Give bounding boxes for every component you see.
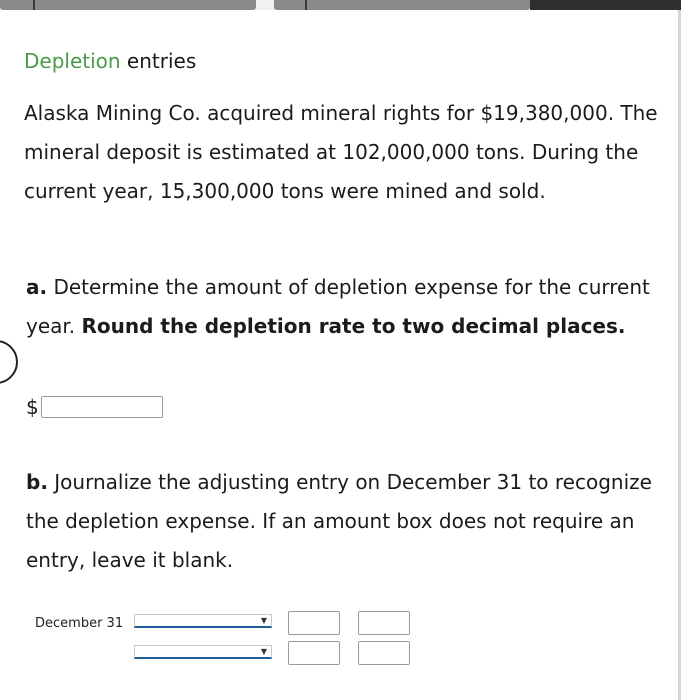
chevron-down-icon: ▼ — [260, 647, 267, 656]
credit-input-1[interactable] — [358, 611, 410, 635]
account-select-2[interactable] — [134, 645, 272, 659]
tab-middle[interactable] — [274, 0, 530, 10]
tab-divider — [305, 0, 307, 10]
debit-input-2[interactable] — [288, 641, 340, 665]
debit-input-1[interactable] — [288, 611, 340, 635]
title-rest: entries — [120, 49, 197, 73]
part-a-instruction: Round the depletion rate to two decimal places. — [81, 314, 626, 338]
problem-statement: Alaska Mining Co. acquired mineral rights for $19,380,000. The mineral deposit is estimated at 102,000,000 tons. During the current year, 15,300,000 tons were mined and sold. — [24, 101, 658, 203]
chevron-down-icon: ▼ — [260, 616, 267, 625]
part-b-text: Journalize the adjusting entry on December 31 to recognize the depletion expense. If an amount box does not require an entry, leave it blank. — [26, 470, 652, 572]
tab-dark-region — [530, 0, 681, 10]
part-a-text: Determine the amount of depletion expense for the current year. — [26, 275, 650, 338]
page-title — [24, 48, 196, 74]
journal-date: December 31 — [35, 616, 124, 631]
part-a-label: a. — [26, 275, 48, 299]
browser-top-bar — [0, 0, 681, 10]
part-b-label: b. — [26, 470, 48, 494]
title-accent: Depletion — [24, 49, 121, 73]
account-select-1[interactable] — [134, 614, 272, 628]
part-a — [26, 268, 671, 346]
depletion-expense-input[interactable] — [41, 396, 163, 418]
currency-symbol: $ — [26, 395, 39, 419]
part-b — [26, 463, 671, 580]
tab-divider — [33, 0, 35, 10]
circle-marker — [0, 340, 18, 384]
tab-left[interactable] — [0, 0, 256, 10]
credit-input-2[interactable] — [358, 641, 410, 665]
